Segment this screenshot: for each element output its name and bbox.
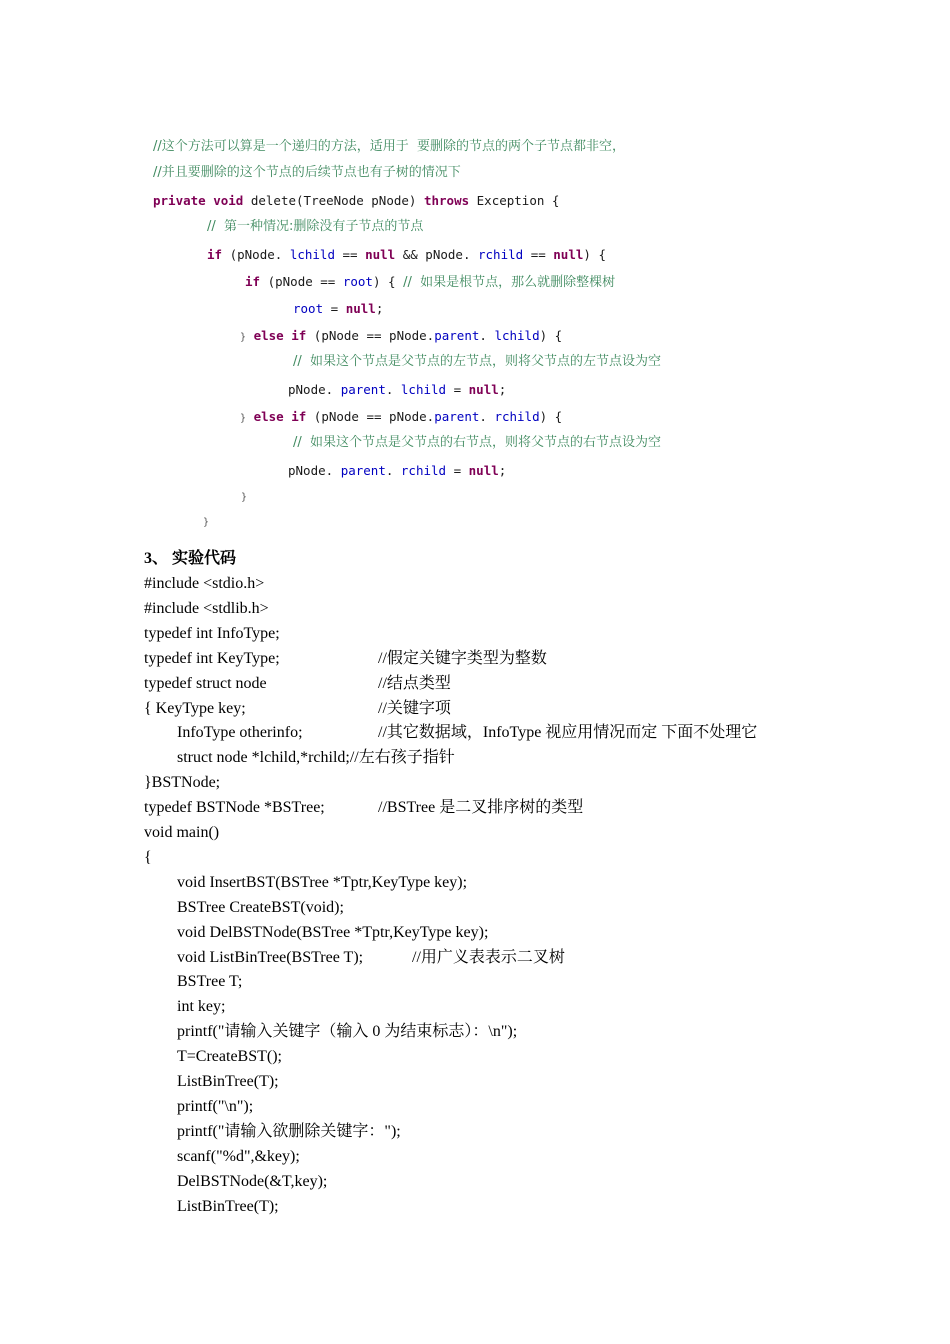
code-comment: // 第一种情况:删除没有子节点的节点 [207,219,424,234]
code-line: #include <stdio.h> [144,575,265,592]
closing-brace: } [203,517,210,528]
code-line: #include <stdlib.h> [144,600,269,617]
code-line: int key; [177,998,226,1015]
code-line: if (pNode == root) { // 如果是根节点，那么就删除整棵树 [245,274,616,290]
code-comment: // 如果这个节点是父节点的右节点，则将父节点的右节点设为空 [293,435,662,450]
code-line: if (pNode. lchild == null && pNode. rchild == null) { [207,247,606,262]
code-line: printf("\n"); [177,1098,254,1115]
code-comment: //并且要删除的这个节点的后续节点也有子树的情况下 [153,165,461,180]
code-line: void DelBSTNode(BSTree *Tptr,KeyType key); [177,924,489,941]
code-line: { [144,849,152,866]
code-line: } else if (pNode == pNode.parent. lchild) { [240,328,563,343]
code-comment: //关键字项 [378,700,451,717]
code-comment: //结点类型 [378,675,451,692]
code-line: printf("请输入关键字（输入 0 为结束标志）：\n"); [177,1023,518,1040]
code-line: pNode. parent. lchild = null; [288,382,507,397]
code-line: root = null; [293,301,384,316]
code-line: { KeyType key; [144,700,246,717]
code-line: void main() [144,824,220,841]
code-line: void ListBinTree(BSTree T); [177,949,364,966]
code-line: T=CreateBST(); [177,1048,282,1065]
closing-brace: } [241,492,248,503]
code-comment: //这个方法可以算是一个递归的方法，适用于 要删除的节点的两个子节点都非空， [153,139,626,154]
code-line: InfoType otherinfo; [177,724,303,741]
code-line: ListBinTree(T); [177,1198,279,1215]
code-comment: //其它数据域，InfoType 视应用情况而定 下面不处理它 [378,724,758,741]
code-line: typedef int InfoType; [144,625,280,642]
code-line: typedef int KeyType; [144,650,280,667]
code-line: scanf("%d",&key); [177,1148,300,1165]
code-line: }BSTNode; [144,774,221,791]
code-comment: //假定关键字类型为整数 [378,650,547,667]
code-line: pNode. parent. rchild = null; [288,463,507,478]
method-signature: private void delete(TreeNode pNode) throws Exception { [153,193,560,208]
code-line: ListBinTree(T); [177,1073,279,1090]
code-line: BSTree CreateBST(void); [177,899,344,916]
code-line: } else if (pNode == pNode.parent. rchild) { [240,409,563,424]
code-comment: //BSTree 是二叉排序树的类型 [378,799,584,816]
code-comment: //用广义表表示二叉树 [412,949,565,966]
code-line: printf("请输入欲删除关键字："); [177,1123,401,1140]
code-line: void InsertBST(BSTree *Tptr,KeyType key); [177,874,468,891]
code-line: BSTree T; [177,973,243,990]
code-line: typedef BSTNode *BSTree; [144,799,325,816]
section-heading: 3、 实验代码 [144,550,237,567]
code-line: DelBSTNode(&T,key); [177,1173,328,1190]
code-comment: // 如果这个节点是父节点的左节点，则将父节点的左节点设为空 [293,354,662,369]
code-line: struct node *lchild,*rchild;//左右孩子指针 [177,749,455,766]
code-line: typedef struct node [144,675,267,692]
